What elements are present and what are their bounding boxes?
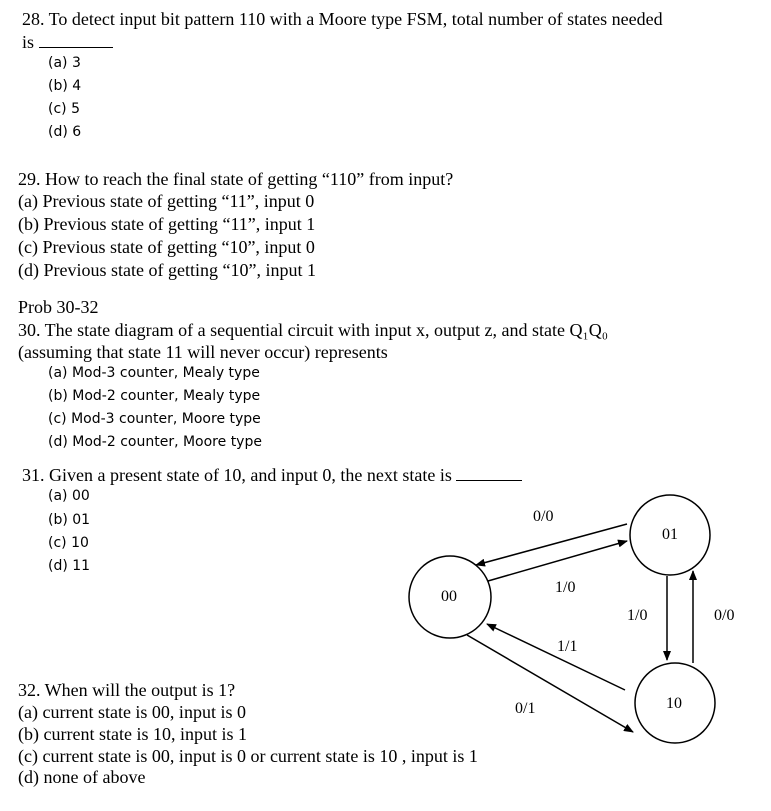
arrow-10-to-00: [487, 624, 625, 690]
q30-line2: (assuming that state 11 will never occur) represents: [18, 342, 388, 362]
q28-option-b: (b) 4: [48, 78, 82, 94]
q28-option-c: (c) 5: [48, 101, 80, 117]
q32-option-d: (d) none of above: [18, 767, 146, 787]
q31-option-b: (b) 01: [48, 512, 91, 528]
q28-line1: 28. To detect input bit pattern 110 with a Moore type FSM, total number of states needed: [22, 9, 663, 29]
q32-option-b: (b) current state is 10, input is 1: [18, 724, 247, 744]
q29-option-c: (c) Previous state of getting “10”, input 0: [18, 237, 315, 257]
q30-line1: 30. The state diagram of a sequential circuit with input x, output z, and state Q₁Q₀: [18, 320, 609, 340]
arrow-01-to-00: [476, 524, 627, 565]
q29-question: 29. How to reach the final state of getting “110” from input?: [18, 169, 454, 189]
arrow-00-to-01: [488, 541, 627, 581]
q28-option-a: (a) 3: [48, 55, 81, 71]
q30-option-d: (d) Mod-2 counter, Moore type: [48, 434, 262, 450]
state-00-label: 00: [441, 588, 457, 605]
q28-is-text: is: [22, 32, 35, 52]
label-0-0-top: 0/0: [533, 508, 554, 525]
q28-option-d: (d) 6: [48, 124, 82, 140]
state-10-label: 10: [666, 695, 682, 712]
q32-option-a: (a) current state is 00, input is 0: [18, 702, 246, 722]
q31-option-d: (d) 11: [48, 558, 91, 574]
q29-option-d: (d) Previous state of getting “10”, input 1: [18, 260, 316, 280]
prob-header: Prob 30-32: [18, 297, 99, 317]
q31-option-c: (c) 10: [48, 535, 89, 551]
q31-option-a: (a) 00: [48, 488, 90, 504]
label-1-1: 1/1: [557, 638, 578, 655]
q30-option-b: (b) Mod-2 counter, Mealy type: [48, 388, 261, 404]
q32-question: 32. When will the output is 1?: [18, 680, 236, 700]
arrow-00-to-10: [467, 635, 633, 732]
label-1-0-middle: 1/0: [555, 579, 576, 596]
q30-option-a: (a) Mod-3 counter, Mealy type: [48, 365, 260, 381]
label-1-0-right: 1/0: [627, 607, 648, 624]
label-0-1: 0/1: [515, 700, 536, 717]
state-01-label: 01: [662, 526, 678, 543]
label-0-0-right: 0/0: [714, 607, 735, 624]
q32-option-c: (c) current state is 00, input is 0 or current state is 10 , input is 1: [18, 746, 478, 766]
q29-option-a: (a) Previous state of getting “11”, input 0: [18, 191, 315, 211]
q30-option-c: (c) Mod-3 counter, Moore type: [48, 411, 261, 427]
q29-option-b: (b) Previous state of getting “11”, input 1: [18, 214, 316, 234]
q31-question: 31. Given a present state of 10, and input 0, the next state is: [22, 465, 452, 485]
